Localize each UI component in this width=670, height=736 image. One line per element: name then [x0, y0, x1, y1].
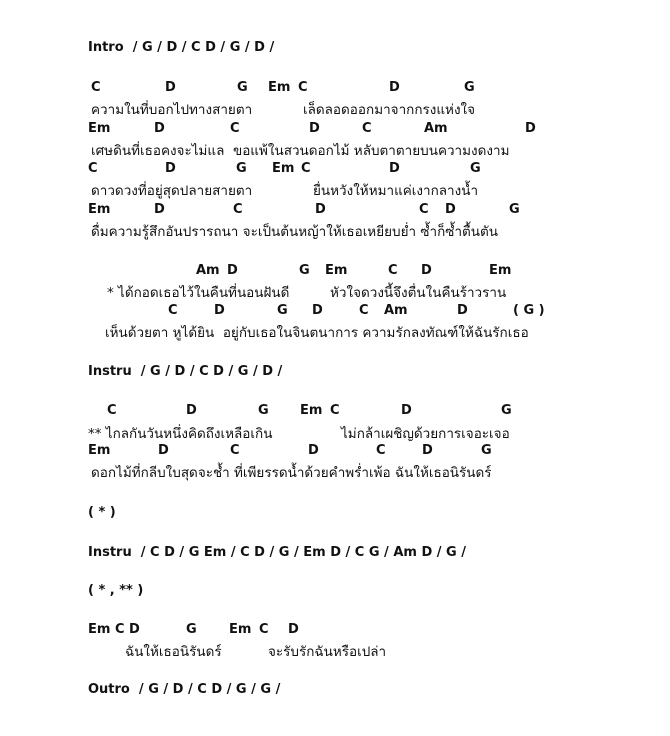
- chord-label: Em: [229, 622, 252, 637]
- chord-label: D: [158, 443, 169, 458]
- instru-line-2: Instru / C D / G Em / C D / G / Em D / C G / Am D / G /: [88, 545, 466, 560]
- chord-label: G: [277, 303, 288, 318]
- chord-label: D: [308, 443, 319, 458]
- chord-label: Em: [300, 403, 323, 418]
- chord-label: D: [214, 303, 225, 318]
- chord-label: G: [501, 403, 512, 418]
- chord-label: D: [401, 403, 412, 418]
- lyric-text: เศษดินที่เธอคงจะไม่แล ขอแพ้ในสวนดอกไม้ หลับตาตายบนความงดงาม: [91, 143, 510, 159]
- chord-label: ( G ): [513, 303, 545, 318]
- lyric-text: เห็นด้วยตา หูได้ยิน อยู่กับเธอในจินตนาการ ความรักลงทัณฑ์ให้ฉันรักเธอ: [105, 325, 529, 341]
- chord-label: D: [154, 121, 165, 136]
- chord-label: D: [389, 80, 400, 95]
- lyric-text: ดาวดวงที่อยู่สุดปลายสายตา: [91, 183, 253, 199]
- chord-label: G: [258, 403, 269, 418]
- lyric-text: หัวใจดวงนี้จึงตื่นในคืนร้าวราน: [330, 285, 507, 301]
- lyric-text: ดื่มความรู้สึกอันปรารถนา จะเป็นต้นหญ้าให้เธอเหยียบย่ำ ซ้ำก็ซ้ำตื้นตัน: [91, 224, 499, 240]
- chord-label: C: [359, 303, 369, 318]
- chord-label: D: [165, 80, 176, 95]
- chord-label: Em: [272, 161, 295, 176]
- chord-label: C: [419, 202, 429, 217]
- chord-label: C: [107, 403, 117, 418]
- intro-line: Intro / G / D / C D / G / D /: [88, 40, 275, 55]
- chord-label: C: [376, 443, 386, 458]
- chord-label: C: [91, 80, 101, 95]
- chord-label: C: [362, 121, 372, 136]
- chord-label: Em: [325, 263, 348, 278]
- chord-label: D: [457, 303, 468, 318]
- lyric-text: * ได้กอดเธอไว้ในคืนที่นอนฝันดี: [107, 285, 290, 301]
- chord-label: G: [186, 622, 197, 637]
- chord-label: Em: [88, 202, 111, 217]
- lyric-text: ฉันให้เธอนิรันดร์: [125, 644, 222, 660]
- lyric-text: ความในที่บอกไปทางสายตา: [91, 102, 253, 118]
- chord-label: C: [88, 161, 98, 176]
- chord-label: D: [309, 121, 320, 136]
- chord-label: D: [186, 403, 197, 418]
- lyric-text: ** ไกลกันวันหนึ่งคิดถึงเหลือเกิน: [88, 426, 273, 442]
- chord-label: D: [315, 202, 326, 217]
- chord-label: G: [481, 443, 492, 458]
- chord-label: D: [525, 121, 536, 136]
- chord-label: C: [233, 202, 243, 217]
- outro-line: Outro / G / D / C D / G / G /: [88, 682, 281, 697]
- chord-label: D: [165, 161, 176, 176]
- chord-label: D: [227, 263, 238, 278]
- chord-label: C: [330, 403, 340, 418]
- chord-label: Em: [489, 263, 512, 278]
- instru-line-1: Instru / G / D / C D / G / D /: [88, 364, 283, 379]
- chord-label: D: [445, 202, 456, 217]
- repeat-marker-1: ( * ): [88, 505, 116, 520]
- chord-label: G: [236, 161, 247, 176]
- chord-label: G: [464, 80, 475, 95]
- chord-label: Em: [268, 80, 291, 95]
- lyric-text: ดอกไม้ที่กลีบใบสุดจะช้ำ ที่เพียรรดน้ำด้วยคำพร่ำเพ้อ ฉันให้เธอนิรันดร์: [91, 465, 492, 481]
- chord-label: C: [259, 622, 269, 637]
- chord-label: G: [509, 202, 520, 217]
- chord-label: Em C D: [88, 622, 140, 637]
- chord-label: Am: [196, 263, 220, 278]
- chord-label: G: [299, 263, 310, 278]
- chord-label: C: [230, 443, 240, 458]
- chord-label: D: [422, 443, 433, 458]
- chord-label: Am: [384, 303, 408, 318]
- chord-label: Am: [424, 121, 448, 136]
- chord-label: C: [168, 303, 178, 318]
- chord-label: Em: [88, 121, 111, 136]
- lyric-text: จะรับรักฉันหรือเปล่า: [268, 644, 387, 660]
- lyric-text: เล็ดลอดออกมาจากกรงแห่งใจ: [303, 102, 476, 118]
- chord-label: C: [230, 121, 240, 136]
- chord-label: D: [389, 161, 400, 176]
- chord-label: C: [301, 161, 311, 176]
- chord-label: C: [298, 80, 308, 95]
- chord-label: G: [237, 80, 248, 95]
- chord-label: G: [470, 161, 481, 176]
- chord-label: D: [312, 303, 323, 318]
- chord-label: D: [421, 263, 432, 278]
- repeat-marker-2: ( * , ** ): [88, 583, 144, 598]
- lyric-text: ไม่กล้าเผชิญด้วยการเจอะเจอ: [341, 426, 510, 442]
- lyric-text: ยื่นหวังให้หมาแค่เงากลางน้ำ: [313, 183, 479, 199]
- chord-label: D: [288, 622, 299, 637]
- chord-label: C: [388, 263, 398, 278]
- chord-label: D: [154, 202, 165, 217]
- chord-label: Em: [88, 443, 111, 458]
